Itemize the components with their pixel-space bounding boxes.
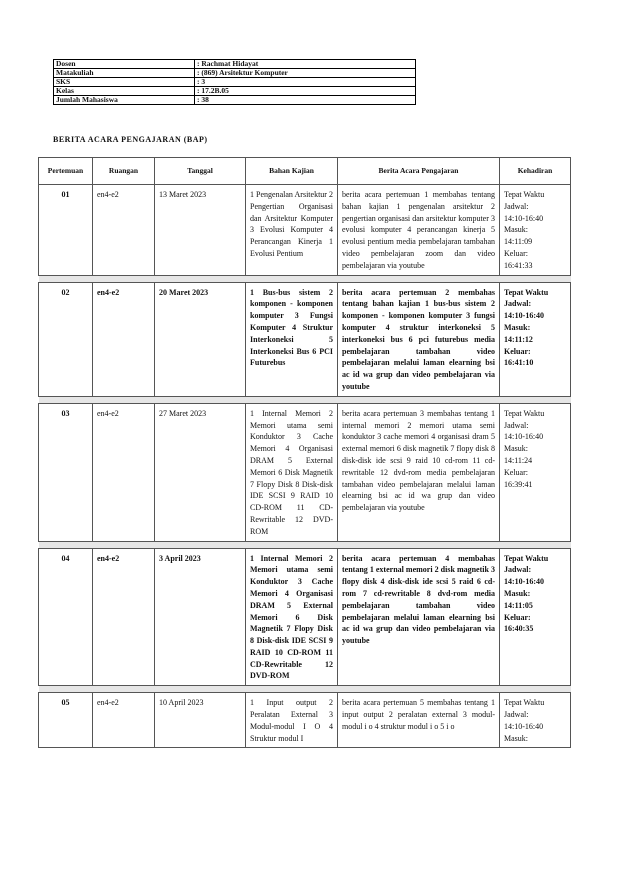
kehadiran-cell [500, 548, 571, 686]
gap-cell [39, 396, 93, 403]
kehadiran-line: 16:39:41 [504, 479, 533, 489]
info-row [54, 78, 416, 87]
kehadiran-line: 14:11:24 [504, 455, 533, 465]
kehadiran-line: Keluar: [504, 612, 531, 622]
pertemuan-cell: 01 [39, 185, 93, 276]
kehadiran-line: 14:10-16:40 [504, 213, 544, 223]
kehadiran-line: Tepat Waktu [504, 190, 545, 199]
info-row [54, 69, 416, 78]
col-pertemuan: Pertemuan [39, 158, 93, 185]
kehadiran-line: Jadwal: [504, 201, 529, 211]
info-key: Matakuliah [54, 69, 195, 78]
kehadiran-line: 16:41:33 [504, 260, 533, 270]
info-key: Jumlah Mahasiswa [54, 96, 195, 105]
kehadiran-line: Tepat Waktu [504, 408, 545, 418]
gap-cell [93, 396, 155, 403]
gap-cell [338, 396, 500, 403]
bap-table [38, 157, 571, 748]
kehadiran-line: Keluar: [504, 248, 528, 258]
table-row [39, 403, 571, 541]
col-bahan-kajian: Bahan Kajian [246, 158, 338, 185]
tanggal-cell: 3 April 2023 [155, 548, 246, 686]
col-ruangan: Ruangan [93, 158, 155, 185]
berita-acara-cell: berita acara pertemuan 2 membahas tentang bahan kajian 1 bus-bus sistem 2 komponen - komponen komputer 3 fungsi komputer 4 struktur interkoneksi 5 interkoneksi bus 6 pci futurebus media pembelajaran tambahan video pembelajaran melalui laman elearning bsi ac id wa grup dan video pembelajaran via youtube [338, 282, 500, 396]
kehadiran-line: Jadwal: [504, 565, 532, 575]
kehadiran-line: 14:10-16:40 [504, 432, 544, 442]
info-value: : 38 [195, 96, 416, 105]
kehadiran-line: 16:40:35 [504, 624, 534, 634]
pertemuan-cell: 04 [39, 548, 93, 686]
kehadiran-line: 14:10-16:40 [504, 577, 544, 587]
pertemuan-cell: 05 [39, 693, 93, 748]
row-gap [39, 396, 571, 403]
info-value: : Rachmat Hidayat [195, 60, 416, 69]
gap-cell [500, 686, 571, 693]
berita-acara-cell: berita acara pertemuan 1 membahas tentang bahan kajian 1 pengenalan arsitektur 2 pengertian organisasi dan arsitektur komputer 3 evolusi komputer 4 perancangan kinerja 5 evolusi pentium media pembelajaran tambahan video pembelajaran zoom dan video pembelajaran via youtube [338, 185, 500, 276]
bahan-kajian-cell: 1 Input output 2 Peralatan External 3 Modul-modul I O 4 Struktur modul I [246, 693, 338, 748]
ruangan-cell: en4-e2 [93, 693, 155, 748]
kehadiran-line: Masuk: [504, 733, 528, 743]
tanggal-cell: 20 Maret 2023 [155, 282, 246, 396]
gap-cell [246, 396, 338, 403]
bahan-kajian-cell: 1 Internal Memori 2 Memori utama semi Konduktor 3 Cache Memori 4 Organisasi DRAM 5 External Memori 6 Disk Magnetik 7 Flopy Disk 8 Disk-disk IDE SCSI 9 RAID 10 CD-ROM 11 CD-Rewritable 12 DVD-ROM [246, 403, 338, 541]
kehadiran-line: 14:11:12 [504, 334, 533, 344]
course-info-table [53, 59, 416, 105]
kehadiran-line: Tepat Waktu [504, 698, 545, 708]
info-value: : (869) Arsitektur Komputer [195, 69, 416, 78]
bahan-kajian-cell: 1 Bus-bus sistem 2 komponen - komponen komputer 3 Fungsi Komputer 4 Struktur Interkoneksi 5 Interkoneksi Bus 6 PCI Futurebus [246, 282, 338, 396]
kehadiran-line: Keluar: [504, 346, 531, 356]
table-row [39, 282, 571, 396]
ruangan-cell: en4-e2 [93, 185, 155, 276]
kehadiran-line: Masuk: [504, 225, 528, 235]
gap-cell [338, 275, 500, 282]
row-gap [39, 541, 571, 548]
pertemuan-cell: 02 [39, 282, 93, 396]
table-row [39, 185, 571, 276]
kehadiran-line: Tepat Waktu [504, 287, 549, 297]
ruangan-cell: en4-e2 [93, 548, 155, 686]
bahan-kajian-cell: 1 Pengenalan Arsitektur 2 Pengertian Organisasi dan Arsitektur Komputer 3 Evolusi Komputer 4 Perancangan Kinerja 1 Evolusi Pentium [246, 185, 338, 276]
gap-cell [155, 396, 246, 403]
kehadiran-line: 14:11:09 [504, 237, 533, 247]
info-key: SKS [54, 78, 195, 87]
col-berita-acara: Berita Acara Pengajaran [338, 158, 500, 185]
kehadiran-cell [500, 282, 571, 396]
gap-cell [39, 686, 93, 693]
info-key: Kelas [54, 87, 195, 96]
col-kehadiran: Kehadiran [500, 158, 571, 185]
bap-header-row [39, 158, 571, 185]
gap-cell [246, 275, 338, 282]
bahan-kajian-cell: 1 Internal Memori 2 Memori utama semi Konduktor 3 Cache Memori 4 Organisasi DRAM 5 External Memori 6 Disk Magnetik 7 Flopy Disk 8 Disk-disk IDE SCSI 9 RAID 10 CD-ROM 11 CD-Rewritable 12 DVD-ROM [246, 548, 338, 686]
kehadiran-line: Tepat Waktu [504, 553, 549, 563]
ruangan-cell: en4-e2 [93, 403, 155, 541]
gap-cell [338, 686, 500, 693]
table-row [39, 548, 571, 686]
kehadiran-line: Masuk: [504, 444, 528, 454]
gap-cell [93, 541, 155, 548]
info-key: Dosen [54, 60, 195, 69]
pertemuan-cell: 03 [39, 403, 93, 541]
gap-cell [155, 275, 246, 282]
kehadiran-line: 14:10-16:40 [504, 721, 544, 731]
gap-cell [246, 541, 338, 548]
kehadiran-line: Jadwal: [504, 710, 529, 720]
gap-cell [500, 396, 571, 403]
kehadiran-line: 16:41:10 [504, 358, 534, 368]
info-value: : 17.2B.05 [195, 87, 416, 96]
tanggal-cell: 13 Maret 2023 [155, 185, 246, 276]
tanggal-cell: 27 Maret 2023 [155, 403, 246, 541]
bap-title: BERITA ACARA PENGAJARAN (BAP) [53, 135, 208, 144]
info-row [54, 96, 416, 105]
kehadiran-line: 14:11:05 [504, 600, 533, 610]
gap-cell [500, 275, 571, 282]
table-row [39, 693, 571, 748]
kehadiran-line: Masuk: [504, 588, 531, 598]
gap-cell [155, 541, 246, 548]
berita-acara-cell: berita acara pertemuan 5 membahas tentang 1 input output 2 peralatan external 3 modul-modul i o 4 struktur modul i o 5 i o [338, 693, 500, 748]
kehadiran-line: Jadwal: [504, 299, 532, 309]
tanggal-cell: 10 April 2023 [155, 693, 246, 748]
info-value: : 3 [195, 78, 416, 87]
kehadiran-line: Jadwal: [504, 420, 529, 430]
kehadiran-line: Masuk: [504, 322, 531, 332]
gap-cell [93, 275, 155, 282]
row-gap [39, 275, 571, 282]
gap-cell [246, 686, 338, 693]
kehadiran-cell [500, 693, 571, 748]
gap-cell [338, 541, 500, 548]
kehadiran-line: 14:10-16:40 [504, 311, 544, 321]
gap-cell [39, 541, 93, 548]
gap-cell [93, 686, 155, 693]
kehadiran-cell [500, 185, 571, 276]
col-tanggal: Tanggal [155, 158, 246, 185]
row-gap [39, 686, 571, 693]
kehadiran-cell [500, 403, 571, 541]
gap-cell [500, 541, 571, 548]
berita-acara-cell: berita acara pertemuan 3 membahas tentang 1 internal memori 2 memori utama semi konduktor 3 cache memori 4 organisasi dram 5 external memori 6 disk magnetik 7 flopy disk 8 disk-disk ide scsi 9 raid 10 cd-rom 11 cd-rewritable 12 dvd-rom media pembelajaran tambahan video pembelajaran melalui laman elearning bsi ac id wa grup dan video pembelajaran via youtube [338, 403, 500, 541]
gap-cell [155, 686, 246, 693]
gap-cell [39, 275, 93, 282]
ruangan-cell: en4-e2 [93, 282, 155, 396]
berita-acara-cell: berita acara pertemuan 4 membahas tentang 1 external memori 2 disk magnetik 3 flopy disk 4 disk-disk ide scsi 5 raid 6 cd-rom 7 cd-rewritable 8 dvd-rom media pembelajaran tambahan video pembelajaran melalui laman elearning bsi ac id wa grup dan video pembelajaran via youtube [338, 548, 500, 686]
kehadiran-line: Keluar: [504, 467, 528, 477]
